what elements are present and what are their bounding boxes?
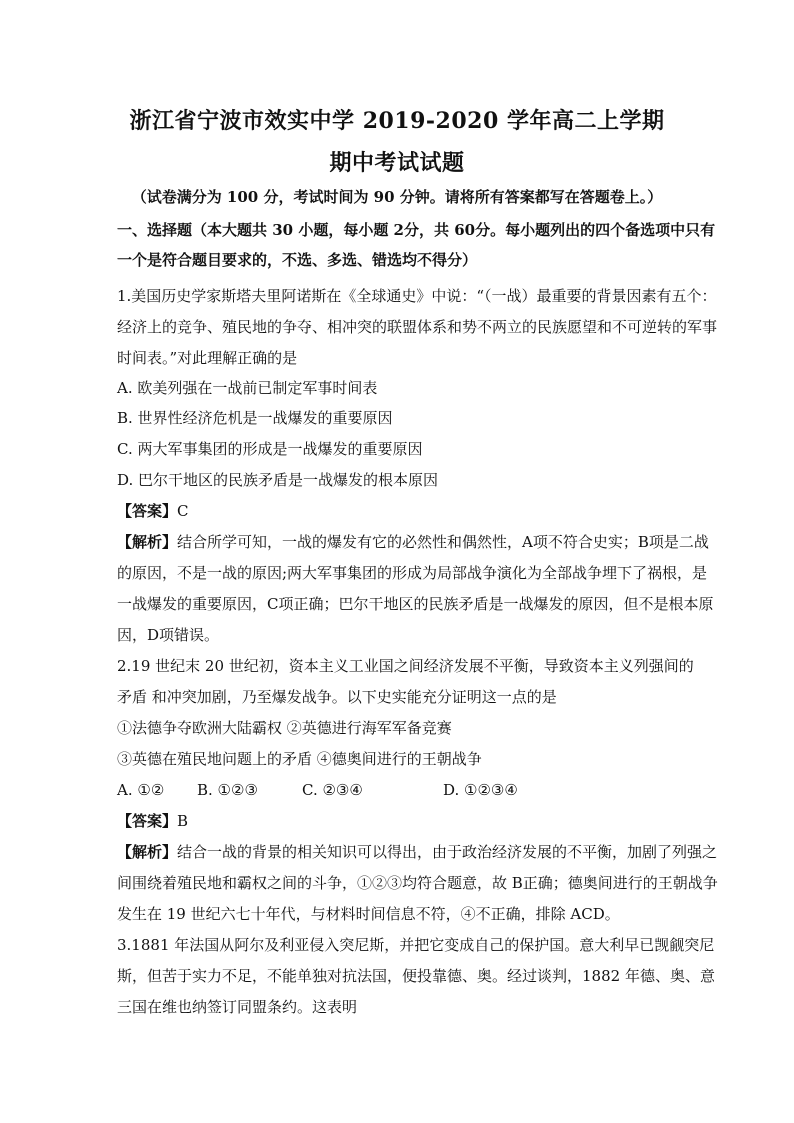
exam-note: （试卷满分为 100 分，考试时间为 90 分钟。请将所有答案都写在答题卷上。） [131,188,663,206]
analysis-label: 【解析】 [117,533,178,551]
analysis-label: 【解析】 [117,843,178,861]
question-2-item: ③英德在殖民地问题上的矛盾 ④德奥间进行的王朝战争 [117,750,482,768]
answer-value: C [177,502,189,520]
question-2-option-b: B. ①②③ [197,781,258,799]
question-1-analysis: 的原因，不是一战的原因;两大军事集团的形成为局部战争演化为全部战争埋下了祸根，是 [117,564,708,582]
question-2-analysis [117,842,718,862]
question-1-option-c: C. 两大军事集团的形成是一战爆发的重要原因 [117,440,423,458]
analysis-text: 结合所学可知，一战的爆发有它的必然性和偶然性，A项不符合史实；B项是二战 [177,533,709,551]
answer-value: B [177,812,189,830]
question-1-analysis [117,532,709,552]
question-2-analysis: 发生在 19 世纪六七十年代，与材料时间信息不符，④不正确，排除 ACD。 [117,905,620,923]
question-1-option-b: B. 世界性经济危机是一战爆发的重要原因 [117,409,393,427]
question-3-stem: 3.1881 年法国从阿尔及利亚侵入突尼斯，并把它变成自己的保护国。意大利早已觊觎突尼 [117,936,715,954]
question-2-analysis: 间围绕着殖民地和霸权之间的斗争，①②③均符合题意，故 B正确；德奥间进行的王朝战争 [117,874,718,892]
question-1-option-a: A. 欧美列强在一战前已制定军事时间表 [117,379,378,397]
question-1-option-d: D. 巴尔干地区的民族矛盾是一战爆发的根本原因 [117,471,439,489]
page-subtitle: 期中考试试题 [329,150,465,176]
answer-label: 【答案】 [117,502,178,520]
question-2-option-c: C. ②③④ [302,781,363,799]
question-3-stem: 三国在维也纳签订同盟条约。这表明 [117,998,358,1016]
question-1-answer [117,501,687,521]
question-2-option-a: A. ①② [117,781,165,799]
question-1-stem: 时间表。”对此理解正确的是 [117,349,298,367]
analysis-text: 结合一战的背景的相关知识可以得出，由于政治经济发展的不平衡，加剧了列强之 [177,843,718,861]
question-2-stem: 2.19 世纪末 20 世纪初，资本主义工业国之间经济发展不平衡，导致资本主义列强间的 [117,657,694,675]
question-1-analysis: 一战爆发的重要原因，C项正确；巴尔干地区的民族矛盾是一战爆发的原因，但不是根本原 [117,595,714,613]
answer-label: 【答案】 [117,812,178,830]
question-1-stem: 1.美国历史学家斯塔夫里阿诺斯在《全球通史》中说：“（一战）最重要的背景因素有五个： [117,287,717,305]
question-3-stem: 斯，但苦于实力不足，不能单独对抗法国，便投靠德、奥。经过谈判，1882 年德、奥、意 [117,967,715,985]
question-2-option-d: D. ①②③④ [443,781,518,799]
section-heading: 一、选择题（本大题共 30 小题，每小题 2分，共 60分。每小题列出的四个备选项中只有 [117,221,716,239]
question-2-stem: 矛盾 和冲突加剧，乃至爆发战争。以下史实能充分证明这一点的是 [117,688,557,706]
question-1-stem: 经济上的竞争、殖民地的争夺、相冲突的联盟体系和势不两立的民族愿望和不可逆转的军事 [117,318,718,336]
page-title: 浙江省宁波市效实中学 2019-2020 学年高二上学期 [129,108,665,134]
question-2-answer [117,811,687,831]
question-1-analysis: 因，D项错误。 [117,626,220,644]
section-heading-cont: 一个是符合题目要求的，不选、多选、错选均不得分） [117,251,478,269]
question-2-item: ①法德争夺欧洲大陆霸权 ②英德进行海军军备竞赛 [117,719,452,737]
